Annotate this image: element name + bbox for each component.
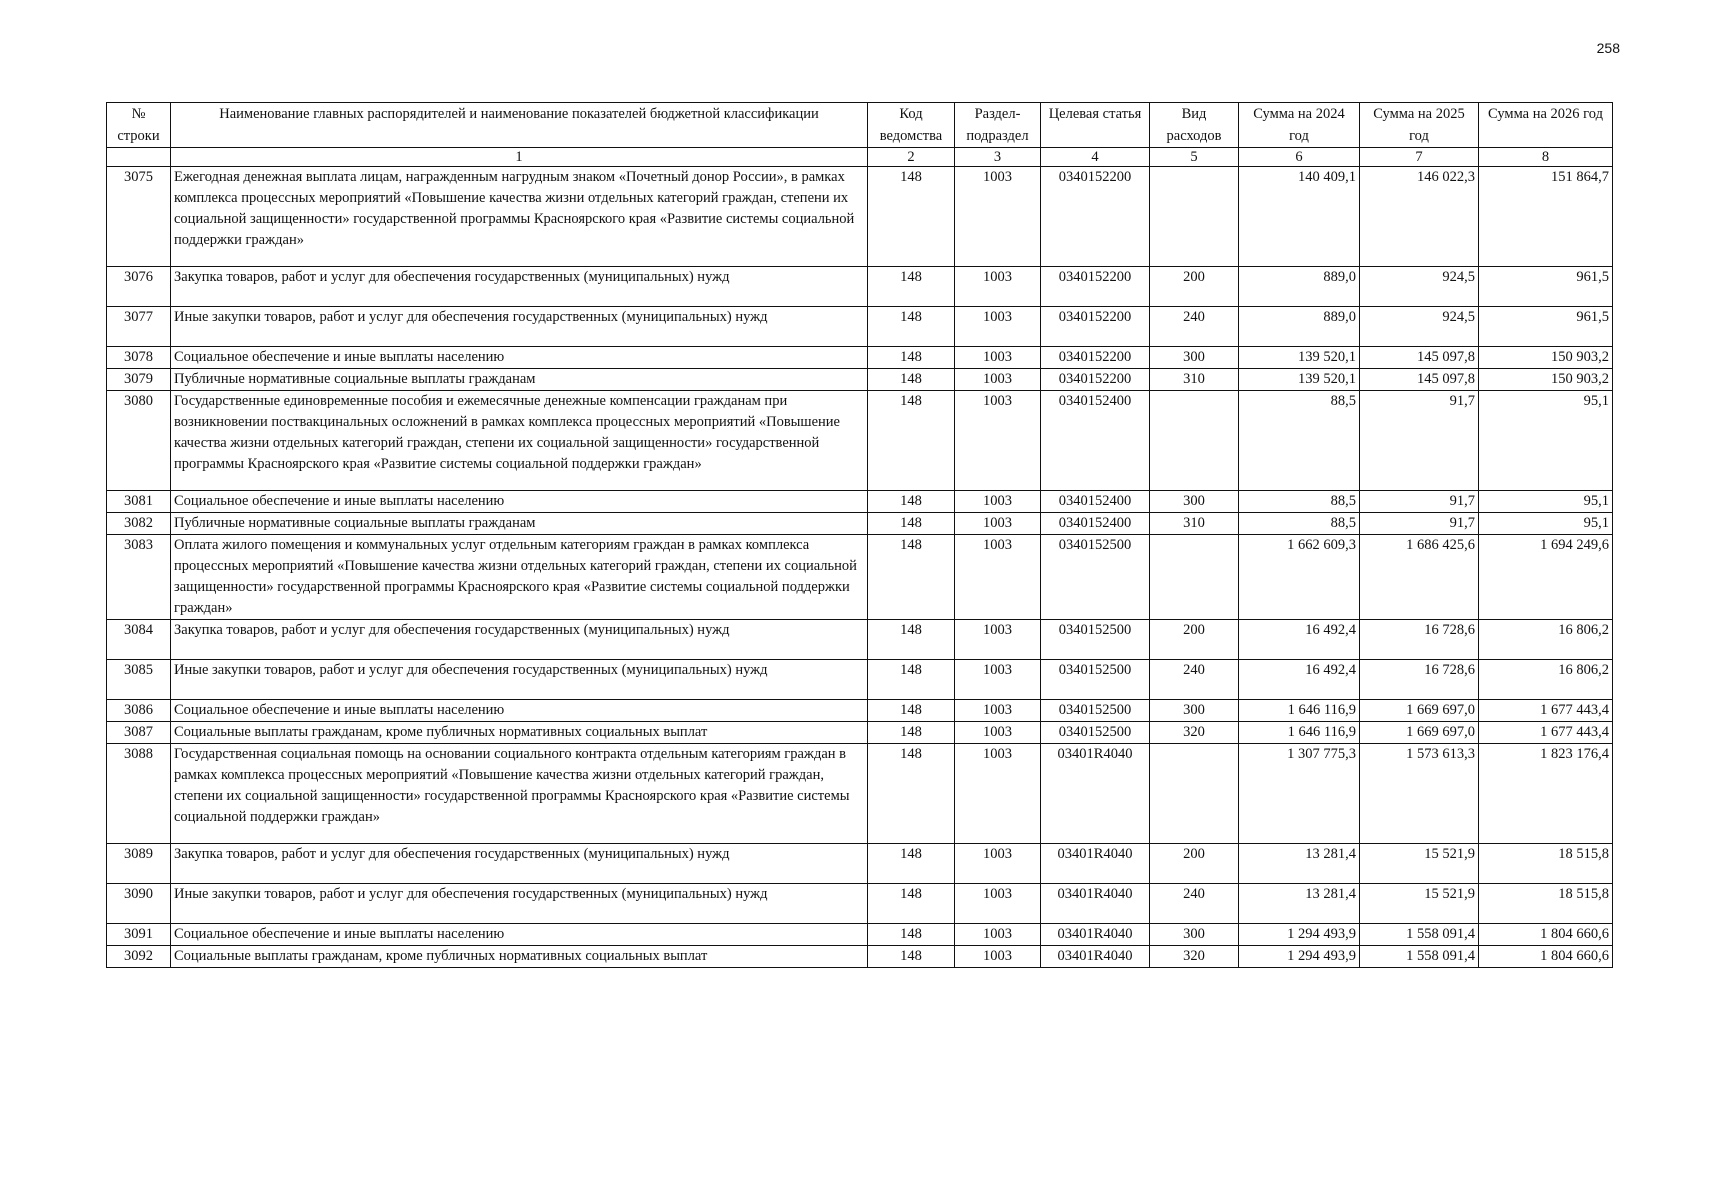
sum-2026: 16 806,2 bbox=[1479, 660, 1613, 700]
row-name: Социальные выплаты гражданам, кроме публичных нормативных социальных выплат bbox=[171, 946, 868, 968]
header-sum-2026: Сумма на 2026 год bbox=[1479, 103, 1613, 148]
target-article: 0340152200 bbox=[1041, 369, 1150, 391]
target-article: 0340152200 bbox=[1041, 167, 1150, 267]
expense-type: 200 bbox=[1150, 267, 1239, 307]
section-code: 1003 bbox=[955, 946, 1041, 968]
sum-2024: 140 409,1 bbox=[1239, 167, 1360, 267]
sum-2025: 16 728,6 bbox=[1360, 620, 1479, 660]
row-number: 3081 bbox=[107, 491, 171, 513]
row-number: 3075 bbox=[107, 167, 171, 267]
target-article: 0340152400 bbox=[1041, 513, 1150, 535]
row-number: 3086 bbox=[107, 700, 171, 722]
column-number: 7 bbox=[1360, 148, 1479, 167]
sum-2026: 1 677 443,4 bbox=[1479, 722, 1613, 744]
table-row bbox=[107, 620, 1613, 660]
row-number: 3087 bbox=[107, 722, 171, 744]
target-article: 0340152200 bbox=[1041, 267, 1150, 307]
target-article: 03401R4040 bbox=[1041, 844, 1150, 884]
sum-2026: 961,5 bbox=[1479, 307, 1613, 347]
row-number: 3076 bbox=[107, 267, 171, 307]
row-name: Социальное обеспечение и иные выплаты населению bbox=[171, 491, 868, 513]
sum-2024: 1 294 493,9 bbox=[1239, 924, 1360, 946]
column-number: 6 bbox=[1239, 148, 1360, 167]
sum-2025: 1 558 091,4 bbox=[1360, 946, 1479, 968]
page-number: 258 bbox=[1596, 40, 1620, 56]
sum-2024: 88,5 bbox=[1239, 491, 1360, 513]
table-row bbox=[107, 744, 1613, 844]
expense-type: 200 bbox=[1150, 844, 1239, 884]
target-article: 03401R4040 bbox=[1041, 884, 1150, 924]
sum-2026: 95,1 bbox=[1479, 491, 1613, 513]
sum-2024: 889,0 bbox=[1239, 307, 1360, 347]
target-article: 0340152500 bbox=[1041, 722, 1150, 744]
row-number: 3079 bbox=[107, 369, 171, 391]
expense-type: 300 bbox=[1150, 924, 1239, 946]
row-name: Социальные выплаты гражданам, кроме публичных нормативных социальных выплат bbox=[171, 722, 868, 744]
column-number: 3 bbox=[955, 148, 1041, 167]
sum-2026: 95,1 bbox=[1479, 391, 1613, 491]
department-code: 148 bbox=[868, 924, 955, 946]
row-number: 3085 bbox=[107, 660, 171, 700]
department-code: 148 bbox=[868, 167, 955, 267]
expense-type: 310 bbox=[1150, 513, 1239, 535]
department-code: 148 bbox=[868, 620, 955, 660]
target-article: 0340152500 bbox=[1041, 620, 1150, 660]
row-number: 3083 bbox=[107, 535, 171, 620]
header-department-code: Код ведомства bbox=[868, 103, 955, 148]
department-code: 148 bbox=[868, 744, 955, 844]
sum-2026: 16 806,2 bbox=[1479, 620, 1613, 660]
target-article: 0340152400 bbox=[1041, 391, 1150, 491]
expense-type: 300 bbox=[1150, 491, 1239, 513]
section-code: 1003 bbox=[955, 369, 1041, 391]
department-code: 148 bbox=[868, 513, 955, 535]
row-name: Иные закупки товаров, работ и услуг для обеспечения государственных (муниципальных) нужд bbox=[171, 660, 868, 700]
budget-table bbox=[106, 102, 1613, 968]
expense-type: 300 bbox=[1150, 700, 1239, 722]
header-sum-2024: Сумма на 2024 год bbox=[1239, 103, 1360, 148]
expense-type: 310 bbox=[1150, 369, 1239, 391]
row-name: Закупка товаров, работ и услуг для обеспечения государственных (муниципальных) нужд bbox=[171, 267, 868, 307]
row-number: 3091 bbox=[107, 924, 171, 946]
sum-2025: 146 022,3 bbox=[1360, 167, 1479, 267]
target-article: 0340152500 bbox=[1041, 700, 1150, 722]
sum-2025: 924,5 bbox=[1360, 307, 1479, 347]
table-row bbox=[107, 844, 1613, 884]
sum-2025: 91,7 bbox=[1360, 391, 1479, 491]
row-name: Закупка товаров, работ и услуг для обеспечения государственных (муниципальных) нужд bbox=[171, 620, 868, 660]
row-number: 3082 bbox=[107, 513, 171, 535]
row-number: 3080 bbox=[107, 391, 171, 491]
table-row bbox=[107, 700, 1613, 722]
row-name: Государственная социальная помощь на основании социального контракта отдельным категориям граждан в рамках комплекса процессных мероприятий «Повышение качества жизни отдельных категорий граждан, степени их социальной защищенности» государственной программы Красноярского края «Развитие системы социальной поддержки граждан» bbox=[171, 744, 868, 844]
column-number bbox=[107, 148, 171, 167]
target-article: 03401R4040 bbox=[1041, 744, 1150, 844]
sum-2026: 961,5 bbox=[1479, 267, 1613, 307]
row-name: Государственные единовременные пособия и ежемесячные денежные компенсации гражданам при возникновении поствакцинальных осложнений в рамках комплекса процессных мероприятий «Повышение качества жизни отдельных категорий граждан, степени их социальной защищенности» государственной программы Красноярского края «Развитие системы социальной поддержки граждан» bbox=[171, 391, 868, 491]
target-article: 0340152400 bbox=[1041, 491, 1150, 513]
sum-2025: 1 686 425,6 bbox=[1360, 535, 1479, 620]
sum-2025: 16 728,6 bbox=[1360, 660, 1479, 700]
sum-2024: 889,0 bbox=[1239, 267, 1360, 307]
section-code: 1003 bbox=[955, 844, 1041, 884]
expense-type bbox=[1150, 744, 1239, 844]
sum-2025: 1 669 697,0 bbox=[1360, 722, 1479, 744]
expense-type: 200 bbox=[1150, 620, 1239, 660]
column-number: 1 bbox=[171, 148, 868, 167]
sum-2024: 16 492,4 bbox=[1239, 660, 1360, 700]
table-row bbox=[107, 369, 1613, 391]
department-code: 148 bbox=[868, 307, 955, 347]
section-code: 1003 bbox=[955, 535, 1041, 620]
section-code: 1003 bbox=[955, 884, 1041, 924]
target-article: 0340152200 bbox=[1041, 347, 1150, 369]
sum-2026: 151 864,7 bbox=[1479, 167, 1613, 267]
row-name: Иные закупки товаров, работ и услуг для обеспечения государственных (муниципальных) нужд bbox=[171, 307, 868, 347]
sum-2026: 1 804 660,6 bbox=[1479, 946, 1613, 968]
sum-2024: 88,5 bbox=[1239, 513, 1360, 535]
sum-2024: 1 307 775,3 bbox=[1239, 744, 1360, 844]
department-code: 148 bbox=[868, 347, 955, 369]
table-body bbox=[107, 167, 1613, 968]
row-name: Социальное обеспечение и иные выплаты населению bbox=[171, 700, 868, 722]
table-row bbox=[107, 884, 1613, 924]
sum-2024: 139 520,1 bbox=[1239, 347, 1360, 369]
row-name: Закупка товаров, работ и услуг для обеспечения государственных (муниципальных) нужд bbox=[171, 844, 868, 884]
section-code: 1003 bbox=[955, 513, 1041, 535]
header-target-article: Целевая статья bbox=[1041, 103, 1150, 148]
sum-2026: 1 804 660,6 bbox=[1479, 924, 1613, 946]
expense-type bbox=[1150, 391, 1239, 491]
section-code: 1003 bbox=[955, 391, 1041, 491]
row-name: Социальное обеспечение и иные выплаты населению bbox=[171, 347, 868, 369]
sum-2025: 145 097,8 bbox=[1360, 369, 1479, 391]
department-code: 148 bbox=[868, 700, 955, 722]
target-article: 03401R4040 bbox=[1041, 946, 1150, 968]
table-header-row bbox=[107, 103, 1613, 148]
expense-type: 240 bbox=[1150, 884, 1239, 924]
sum-2025: 924,5 bbox=[1360, 267, 1479, 307]
row-name: Публичные нормативные социальные выплаты гражданам bbox=[171, 513, 868, 535]
table-row bbox=[107, 391, 1613, 491]
sum-2026: 150 903,2 bbox=[1479, 347, 1613, 369]
section-code: 1003 bbox=[955, 267, 1041, 307]
sum-2025: 1 669 697,0 bbox=[1360, 700, 1479, 722]
sum-2025: 91,7 bbox=[1360, 513, 1479, 535]
department-code: 148 bbox=[868, 267, 955, 307]
section-code: 1003 bbox=[955, 700, 1041, 722]
sum-2026: 150 903,2 bbox=[1479, 369, 1613, 391]
table-row bbox=[107, 307, 1613, 347]
column-number: 2 bbox=[868, 148, 955, 167]
expense-type: 300 bbox=[1150, 347, 1239, 369]
department-code: 148 bbox=[868, 535, 955, 620]
row-name: Оплата жилого помещения и коммунальных услуг отдельным категориям граждан в рамках комплекса процессных мероприятий «Повышение качества жизни отдельных категорий граждан, степени их социальной защищенности» государственной программы Красноярского края «Развитие системы социальной поддержки граждан» bbox=[171, 535, 868, 620]
header-expense-type: Вид расходов bbox=[1150, 103, 1239, 148]
table-row bbox=[107, 535, 1613, 620]
section-code: 1003 bbox=[955, 307, 1041, 347]
row-number: 3092 bbox=[107, 946, 171, 968]
table-row bbox=[107, 347, 1613, 369]
section-code: 1003 bbox=[955, 744, 1041, 844]
sum-2026: 1 677 443,4 bbox=[1479, 700, 1613, 722]
table-row bbox=[107, 946, 1613, 968]
section-code: 1003 bbox=[955, 167, 1041, 267]
section-code: 1003 bbox=[955, 722, 1041, 744]
expense-type: 320 bbox=[1150, 722, 1239, 744]
section-code: 1003 bbox=[955, 620, 1041, 660]
section-code: 1003 bbox=[955, 491, 1041, 513]
sum-2025: 15 521,9 bbox=[1360, 884, 1479, 924]
table-row bbox=[107, 660, 1613, 700]
sum-2026: 1 823 176,4 bbox=[1479, 744, 1613, 844]
row-number: 3088 bbox=[107, 744, 171, 844]
department-code: 148 bbox=[868, 722, 955, 744]
header-name: Наименование главных распорядителей и наименование показателей бюджетной классификации bbox=[171, 103, 868, 148]
sum-2026: 18 515,8 bbox=[1479, 844, 1613, 884]
column-number-row bbox=[107, 148, 1613, 167]
sum-2026: 18 515,8 bbox=[1479, 884, 1613, 924]
department-code: 148 bbox=[868, 946, 955, 968]
department-code: 148 bbox=[868, 884, 955, 924]
sum-2024: 1 662 609,3 bbox=[1239, 535, 1360, 620]
row-number: 3089 bbox=[107, 844, 171, 884]
expense-type: 320 bbox=[1150, 946, 1239, 968]
target-article: 0340152500 bbox=[1041, 660, 1150, 700]
sum-2025: 145 097,8 bbox=[1360, 347, 1479, 369]
header-sum-2025: Сумма на 2025 год bbox=[1360, 103, 1479, 148]
section-code: 1003 bbox=[955, 347, 1041, 369]
sum-2026: 95,1 bbox=[1479, 513, 1613, 535]
row-number: 3077 bbox=[107, 307, 171, 347]
department-code: 148 bbox=[868, 391, 955, 491]
department-code: 148 bbox=[868, 491, 955, 513]
expense-type: 240 bbox=[1150, 307, 1239, 347]
column-number: 8 bbox=[1479, 148, 1613, 167]
expense-type bbox=[1150, 167, 1239, 267]
sum-2024: 139 520,1 bbox=[1239, 369, 1360, 391]
row-number: 3078 bbox=[107, 347, 171, 369]
section-code: 1003 bbox=[955, 660, 1041, 700]
department-code: 148 bbox=[868, 844, 955, 884]
row-name: Публичные нормативные социальные выплаты гражданам bbox=[171, 369, 868, 391]
department-code: 148 bbox=[868, 369, 955, 391]
sum-2024: 13 281,4 bbox=[1239, 884, 1360, 924]
sum-2024: 1 646 116,9 bbox=[1239, 722, 1360, 744]
section-code: 1003 bbox=[955, 924, 1041, 946]
column-number: 5 bbox=[1150, 148, 1239, 167]
header-row-number: № строки bbox=[107, 103, 171, 148]
header-section: Раздел-подраздел bbox=[955, 103, 1041, 148]
table-row bbox=[107, 491, 1613, 513]
sum-2024: 1 646 116,9 bbox=[1239, 700, 1360, 722]
table-row bbox=[107, 924, 1613, 946]
table-row bbox=[107, 722, 1613, 744]
sum-2025: 1 558 091,4 bbox=[1360, 924, 1479, 946]
sum-2025: 91,7 bbox=[1360, 491, 1479, 513]
row-number: 3090 bbox=[107, 884, 171, 924]
sum-2025: 1 573 613,3 bbox=[1360, 744, 1479, 844]
table-row bbox=[107, 167, 1613, 267]
sum-2026: 1 694 249,6 bbox=[1479, 535, 1613, 620]
sum-2024: 13 281,4 bbox=[1239, 844, 1360, 884]
department-code: 148 bbox=[868, 660, 955, 700]
row-number: 3084 bbox=[107, 620, 171, 660]
expense-type bbox=[1150, 535, 1239, 620]
sum-2024: 88,5 bbox=[1239, 391, 1360, 491]
row-name: Иные закупки товаров, работ и услуг для обеспечения государственных (муниципальных) нужд bbox=[171, 884, 868, 924]
table-row bbox=[107, 267, 1613, 307]
row-name: Ежегодная денежная выплата лицам, награжденным нагрудным знаком «Почетный донор России», в рамках комплекса процессных мероприятий «Повышение качества жизни отдельных категорий граждан, степени их социальной защищенности» государственной программы Красноярского края «Развитие системы социальной поддержки граждан» bbox=[171, 167, 868, 267]
sum-2024: 16 492,4 bbox=[1239, 620, 1360, 660]
table-row bbox=[107, 513, 1613, 535]
row-name: Социальное обеспечение и иные выплаты населению bbox=[171, 924, 868, 946]
sum-2024: 1 294 493,9 bbox=[1239, 946, 1360, 968]
sum-2025: 15 521,9 bbox=[1360, 844, 1479, 884]
column-number: 4 bbox=[1041, 148, 1150, 167]
expense-type: 240 bbox=[1150, 660, 1239, 700]
target-article: 0340152200 bbox=[1041, 307, 1150, 347]
target-article: 03401R4040 bbox=[1041, 924, 1150, 946]
target-article: 0340152500 bbox=[1041, 535, 1150, 620]
